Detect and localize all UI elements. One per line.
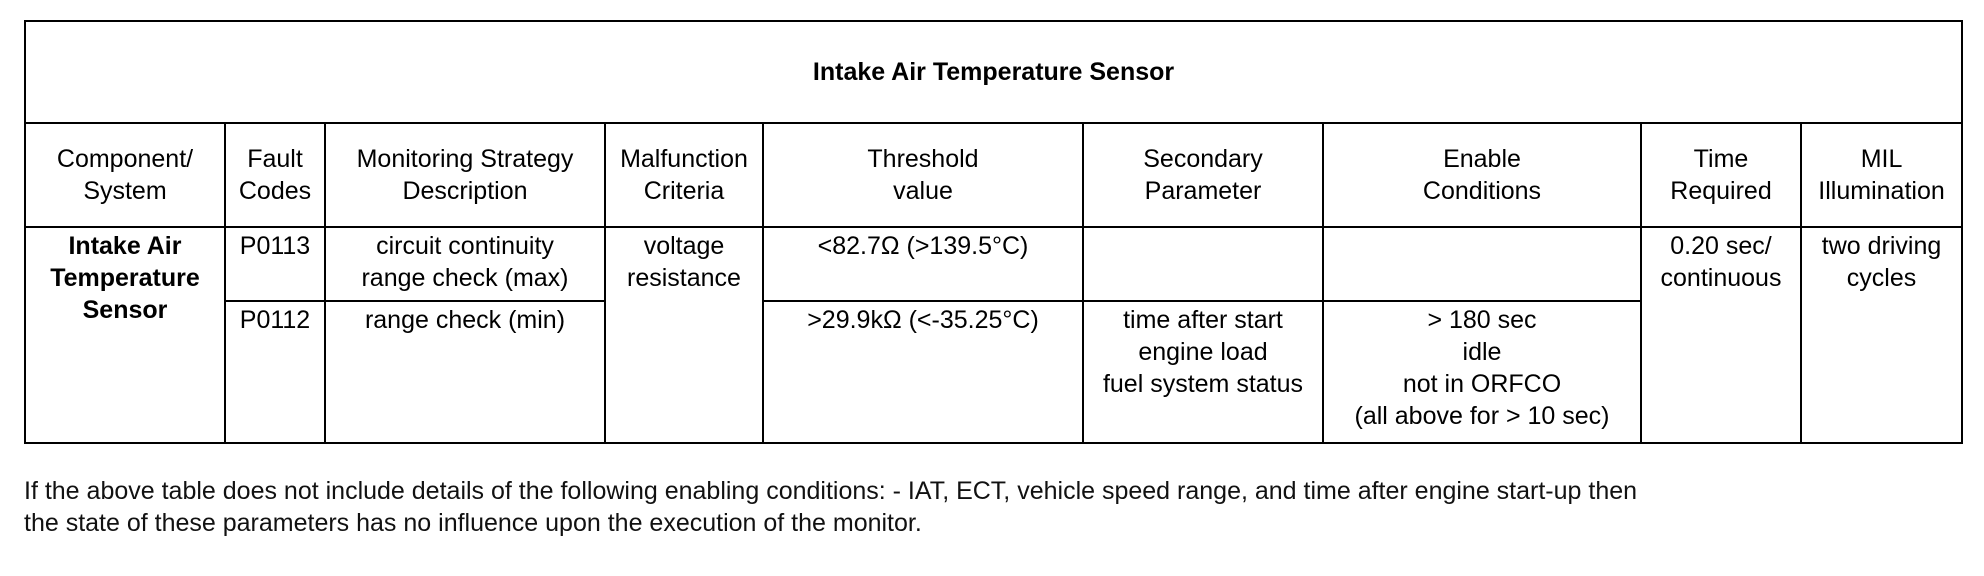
- secondary-line-3: fuel system status: [1102, 370, 1304, 398]
- component-line-3: Sensor: [82, 296, 168, 324]
- threshold-cell: <82.7Ω (>139.5°C): [763, 227, 1083, 301]
- malfunction-line-1: voltage: [643, 232, 725, 260]
- header-threshold-line-2: value: [893, 177, 953, 205]
- component-line-1: Intake Air: [68, 232, 182, 260]
- fault-code-cell: P0112: [225, 301, 325, 443]
- secondary-line-1: time after start: [1123, 306, 1283, 334]
- enable-line-2: idle: [1462, 338, 1502, 366]
- header-monitoring-line-1: Monitoring Strategy: [356, 145, 574, 173]
- header-fault-codes-line-1: Fault: [247, 145, 303, 173]
- header-fault-codes-line-2: Codes: [238, 177, 312, 205]
- header-mil-line-1: MIL: [1860, 145, 1903, 173]
- header-time-line-1: Time: [1693, 145, 1749, 173]
- fault-code-cell: P0113: [225, 227, 325, 301]
- header-malfunction-line-1: Malfunction: [620, 145, 748, 173]
- malfunction-cell: [605, 227, 763, 443]
- time-required-line-1: 0.20 sec/: [1670, 232, 1772, 260]
- header-threshold-line-1: Threshold: [867, 145, 979, 173]
- header-monitoring: [325, 123, 605, 227]
- secondary-cell: [1083, 301, 1323, 443]
- mil-line-2: cycles: [1846, 264, 1917, 292]
- table-row: [25, 227, 1962, 301]
- monitoring-cell: [325, 301, 605, 443]
- header-secondary-line-1: Secondary: [1143, 145, 1263, 173]
- header-secondary-line-2: Parameter: [1144, 177, 1262, 205]
- header-monitoring-line-2: Description: [402, 177, 528, 205]
- header-mil-line-2: Illumination: [1818, 177, 1945, 205]
- enable-line-1: > 180 sec: [1427, 306, 1537, 334]
- component-line-2: Temperature: [50, 264, 200, 292]
- enable-line-3: not in ORFCO: [1402, 370, 1562, 398]
- header-component: [25, 123, 225, 227]
- component-cell: [25, 227, 225, 443]
- monitor-spec-table: [24, 20, 1963, 444]
- secondary-cell: [1083, 227, 1323, 301]
- enable-cell: [1323, 301, 1641, 443]
- monitoring-line-2: range check (max): [361, 264, 569, 292]
- footnote: [24, 475, 1924, 539]
- header-row: [25, 123, 1962, 227]
- header-malfunction: [605, 123, 763, 227]
- header-time-line-2: Required: [1670, 177, 1772, 205]
- header-fault-codes: [225, 123, 325, 227]
- header-threshold: [763, 123, 1083, 227]
- threshold-cell: >29.9kΩ (<-35.25°C): [763, 301, 1083, 443]
- enable-cell: [1323, 227, 1641, 301]
- monitoring-line-1: circuit continuity: [376, 232, 554, 260]
- monitoring-cell: [325, 227, 605, 301]
- mil-cell: [1801, 227, 1962, 443]
- mil-line-1: two driving: [1821, 232, 1942, 260]
- time-required-line-2: continuous: [1660, 264, 1782, 292]
- header-time: [1641, 123, 1801, 227]
- table-title: Intake Air Temperature Sensor: [25, 21, 1962, 123]
- malfunction-line-2: resistance: [627, 264, 741, 292]
- header-secondary: [1083, 123, 1323, 227]
- header-malfunction-line-2: Criteria: [643, 177, 725, 205]
- header-enable-line-1: Enable: [1443, 145, 1521, 173]
- time-required-cell: [1641, 227, 1801, 443]
- header-enable: [1323, 123, 1641, 227]
- footnote-line-2: the state of these parameters has no influence upon the execution of the monitor.: [24, 509, 922, 537]
- secondary-line-2: engine load: [1138, 338, 1268, 366]
- enable-line-4: (all above for > 10 sec): [1354, 402, 1610, 430]
- footnote-line-1: If the above table does not include details of the following enabling conditions: - IAT, ECT, vehicle speed range, and time after engine start-up then: [24, 477, 1638, 505]
- header-component-line-1: Component/: [56, 145, 194, 173]
- header-component-line-2: System: [83, 177, 167, 205]
- header-mil: [1801, 123, 1962, 227]
- header-enable-line-2: Conditions: [1422, 177, 1542, 205]
- monitoring-line-1: range check (min): [364, 306, 566, 334]
